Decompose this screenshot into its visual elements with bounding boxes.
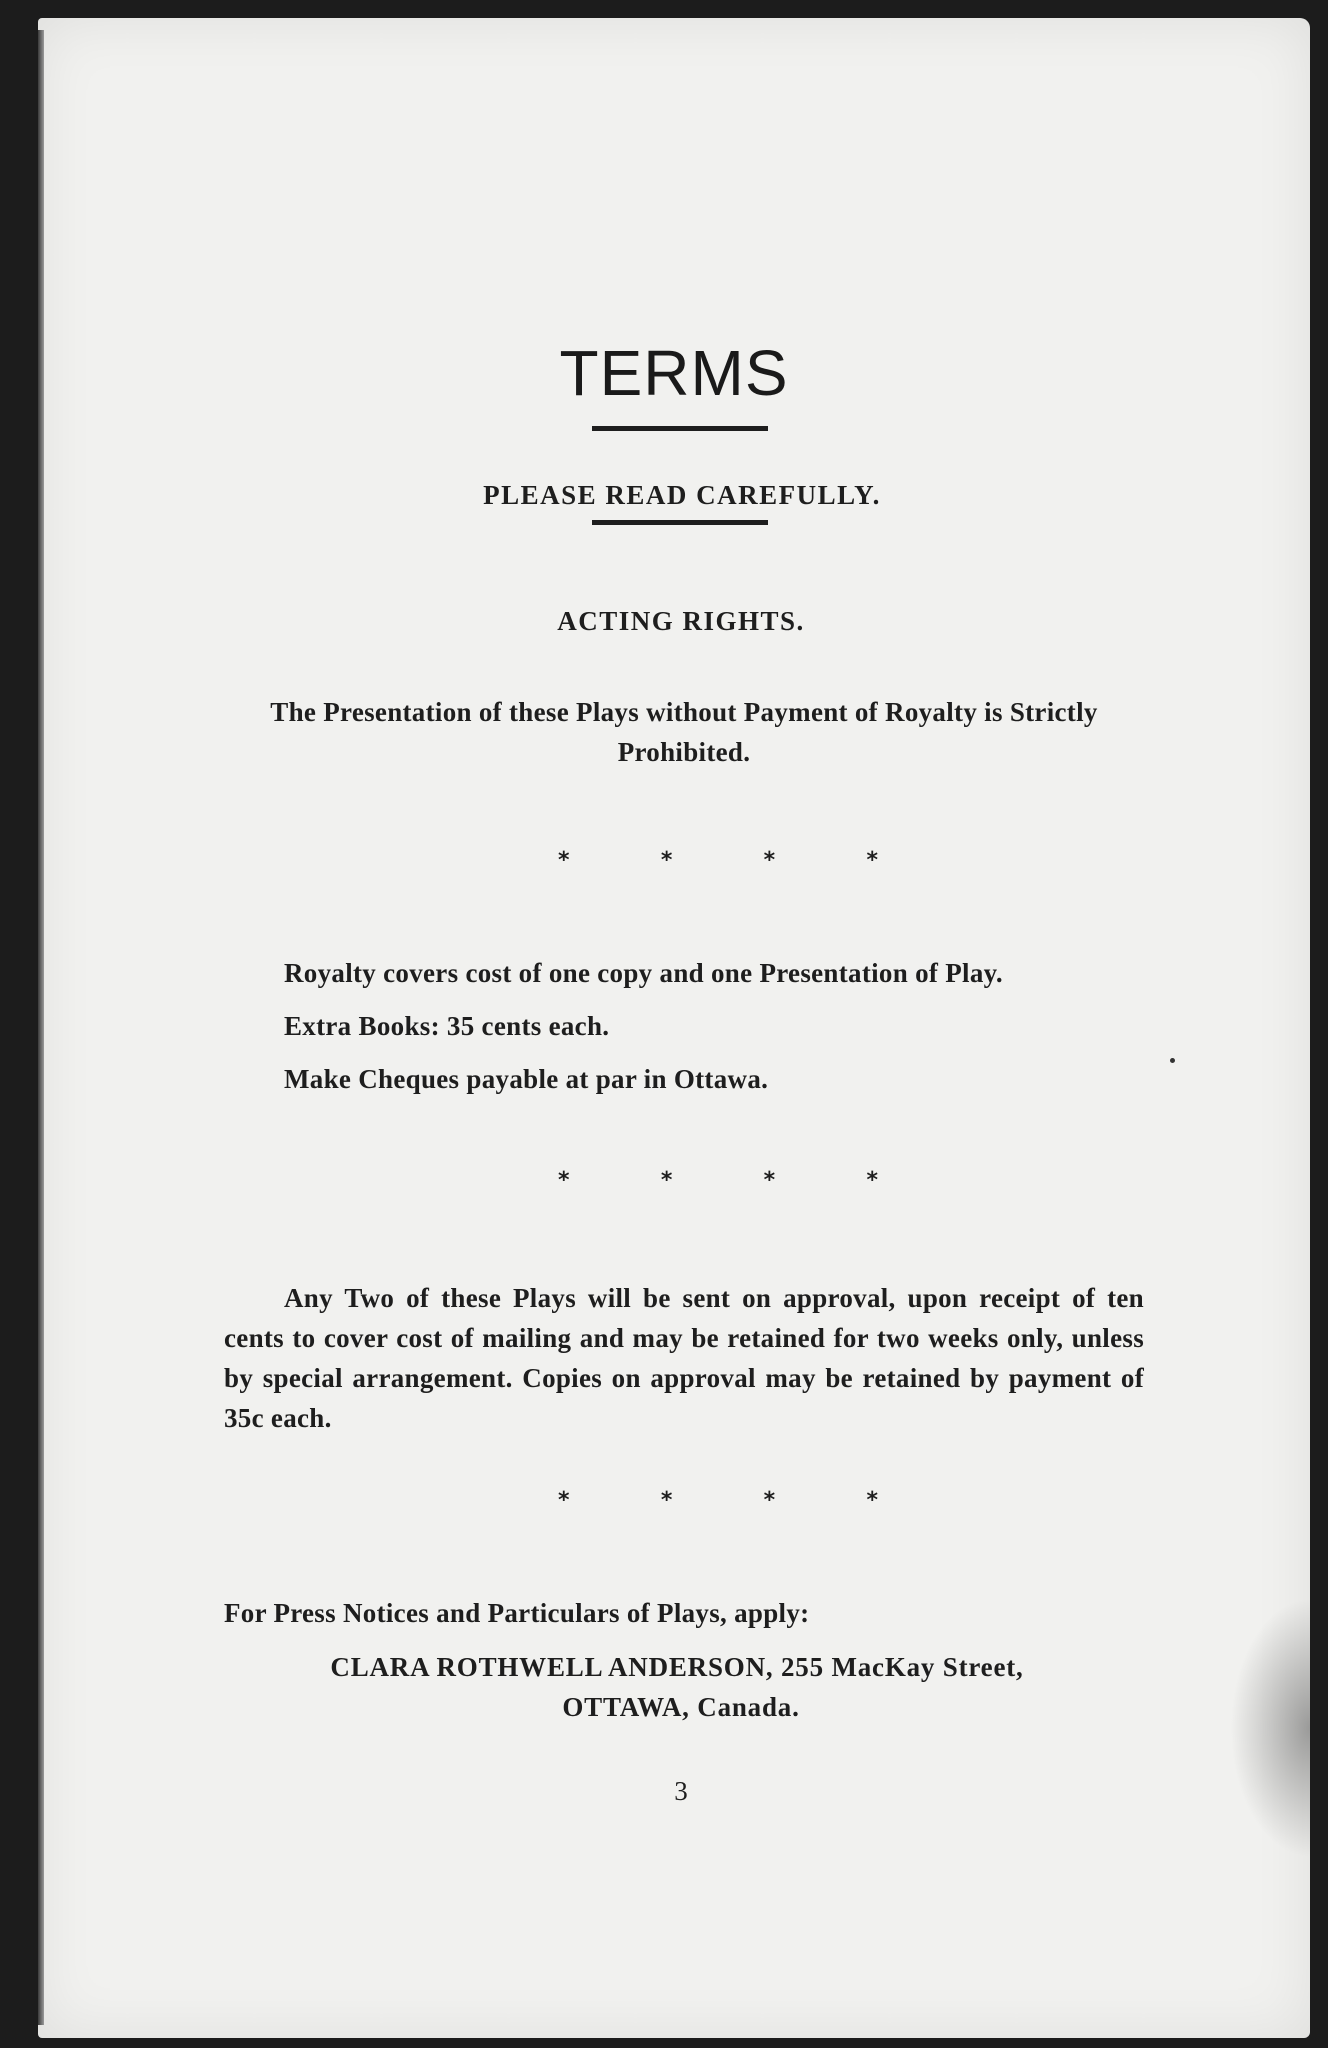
separator-star: * <box>660 1488 673 1513</box>
section-heading: ACTING RIGHTS. <box>557 606 805 636</box>
separator-star: * <box>763 1488 776 1513</box>
separator-star: * <box>558 848 570 873</box>
page-title: TERMS <box>559 337 789 409</box>
separator-star: * <box>660 1168 673 1193</box>
royalty-term: Extra Books: 35 cents each. <box>284 1011 610 1041</box>
separator-star: * <box>866 1168 878 1193</box>
separator-stars <box>558 1168 878 1193</box>
separator-star: * <box>866 1488 878 1513</box>
separator-stars <box>558 848 878 873</box>
separator-star: * <box>763 1168 776 1193</box>
paper-speck <box>1170 1058 1175 1063</box>
title-rule-bottom <box>592 520 768 525</box>
separator-star: * <box>558 1168 570 1193</box>
royalty-term: Make Cheques payable at par in Ottawa. <box>284 1064 769 1094</box>
separator-star: * <box>558 1488 570 1513</box>
rights-notice: The Presentation of these Plays without Payment of Royalty is Strictly Prohibited. <box>270 697 1098 767</box>
page-binding-edge <box>38 30 44 2025</box>
separator-stars <box>558 1488 878 1513</box>
document-page <box>38 18 1310 2038</box>
title-rule-top <box>592 426 768 431</box>
page-number: 3 <box>674 1776 688 1806</box>
approval-notice: Any Two of these Plays will be sent on approval, upon receipt of ten cents to cover cost of mailing and may be retained for two weeks only, unless by special arrangement. Copies on approval may be retained by payment of 35c each. <box>224 1283 1144 1433</box>
royalty-term: Royalty covers cost of one copy and one Presentation of Play. <box>284 958 1003 988</box>
contact-city-line: OTTAWA, Canada. <box>562 1692 800 1722</box>
page-edge-shadow <box>1230 1598 1310 1858</box>
contact-intro: For Press Notices and Particulars of Plays, apply: <box>224 1598 810 1628</box>
subtitle: PLEASE READ CAREFULLY. <box>483 480 881 510</box>
separator-star: * <box>866 848 878 873</box>
contact-address-line: CLARA ROTHWELL ANDERSON, 255 MacKay Street, <box>330 1652 1024 1682</box>
separator-star: * <box>763 848 776 873</box>
separator-star: * <box>660 848 673 873</box>
